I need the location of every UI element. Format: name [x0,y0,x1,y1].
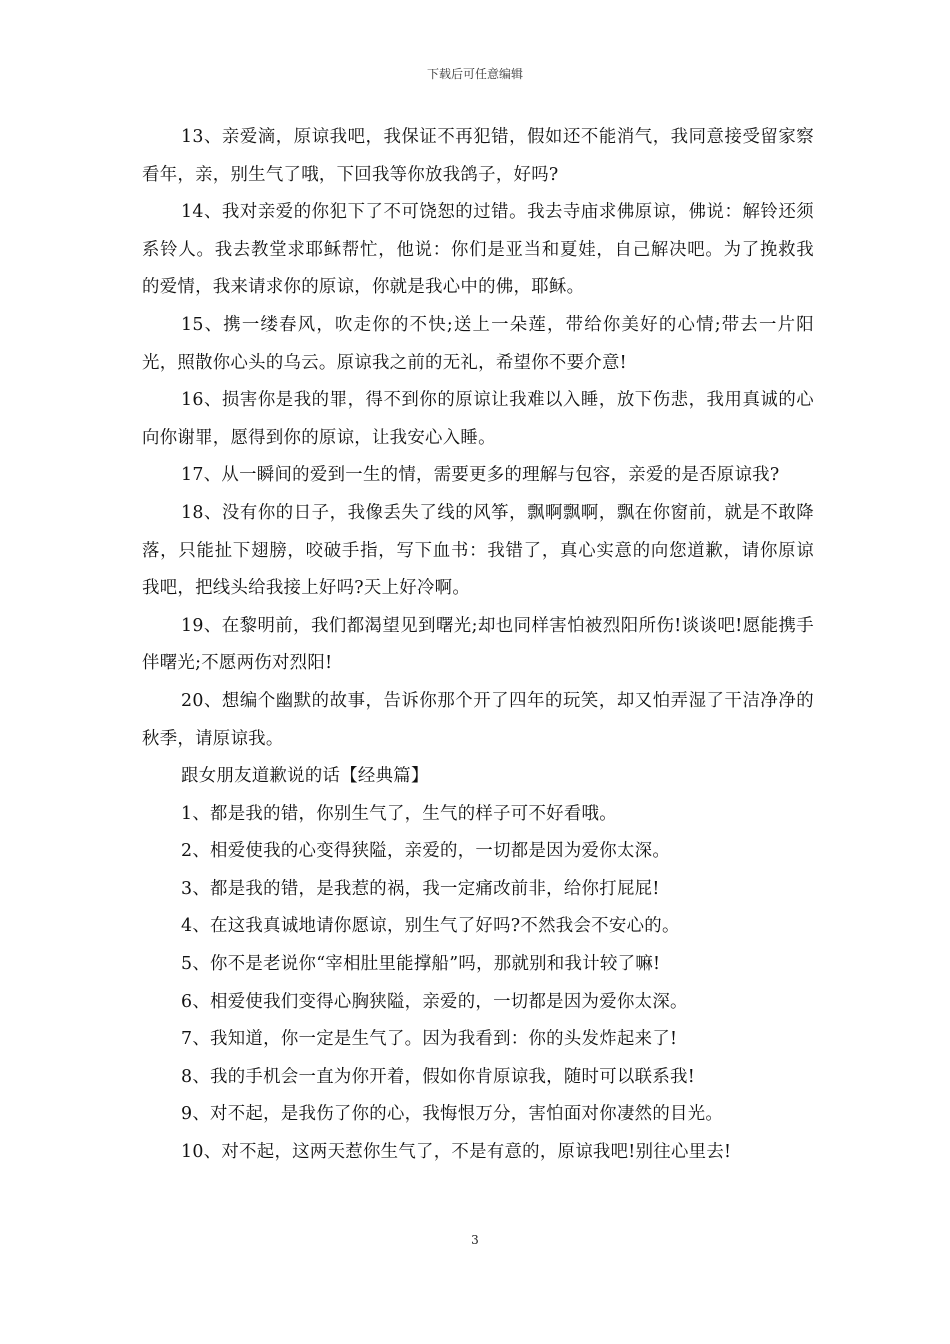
paragraph-19: 19、在黎明前，我们都渴望见到曙光;却也同样害怕被烈阳所伤!谈谈吧!愿能携手伴曙光;不愿两伤对烈阳! [142,615,814,674]
paragraph-13: 13、亲爱滴，原谅我吧，我保证不再犯错，假如还不能消气，我同意接受留家察看年，亲，别生气了哦，下回我等你放我鸽子，好吗? [142,127,814,185]
paragraph-14: 14、我对亲爱的你犯下了不可饶恕的过错。我去寺庙求佛原谅，佛说：解铃还须系铃人。我去教堂求耶稣帮忙，他说：你们是亚当和夏娃，自己解决吧。为了挽救我的爱情，我来请求你的原谅，你就是我心中的佛，耶稣。 [142,202,814,298]
paragraph-16: 16、损害你是我的罪，得不到你的原谅让我难以入睡，放下伤悲，我用真诚的心向你谢罪，愿得到你的原谅，让我安心入睡。 [142,390,814,448]
list-item: 7、我知道，你一定是生气了。因为我看到：你的头发炸起来了! [181,1029,678,1050]
section-title: 跟女朋友道歉说的话【经典篇】 [181,766,429,787]
paragraph-17: 17、从一瞬间的爱到一生的情，需要更多的理解与包容，亲爱的是否原谅我? [181,465,780,486]
paragraph-20: 20、想编个幽默的故事，告诉你那个开了四年的玩笑，却又怕弄湿了干洁净净的秋季，请原谅我。 [142,690,814,749]
page-header: 下载后可任意编辑 [426,67,523,81]
list-item: 6、相爱使我们变得心胸狭隘，亲爱的，一切都是因为爱你太深。 [181,991,688,1012]
list-item: 10、对不起，这两天惹你生气了，不是有意的，原谅我吧!别往心里去! [181,1142,732,1163]
paragraph-15: 15、携一缕春风，吹走你的不快;送上一朵莲，带给你美好的心情;带去一片阳光，照散你心头的乌云。原谅我之前的无礼，希望你不要介意! [142,314,814,373]
document-body [142,119,814,1172]
list-item: 3、都是我的错，是我惹的祸，我一定痛改前非，给你打屁屁! [181,878,660,899]
list-item: 4、在这我真诚地请你愿谅，别生气了好吗?不然我会不安心的。 [181,916,680,937]
page-number: 3 [471,1233,479,1247]
paragraph-18: 18、没有你的日子，我像丢失了线的风筝，飘啊飘啊，飘在你窗前，就是不敢降落，只能扯下翅膀，咬破手指，写下血书：我错了，真心实意的向您道歉，请你原谅我吧，把线头给我接上好吗?天上好冷啊。 [142,502,814,599]
list-item: 2、相爱使我的心变得狭隘，亲爱的，一切都是因为爱你太深。 [181,841,671,862]
list-item: 5、你不是老说你“宰相肚里能撑船”吗，那就别和我计较了嘛! [181,954,661,975]
list-item: 1、都是我的错，你别生气了，生气的样子可不好看哦。 [181,803,617,824]
list-item: 8、我的手机会一直为你开着，假如你肯原谅我，随时可以联系我! [181,1066,695,1087]
list-item: 9、对不起，是我伤了你的心，我悔恨万分，害怕面对你凄然的目光。 [181,1104,724,1125]
